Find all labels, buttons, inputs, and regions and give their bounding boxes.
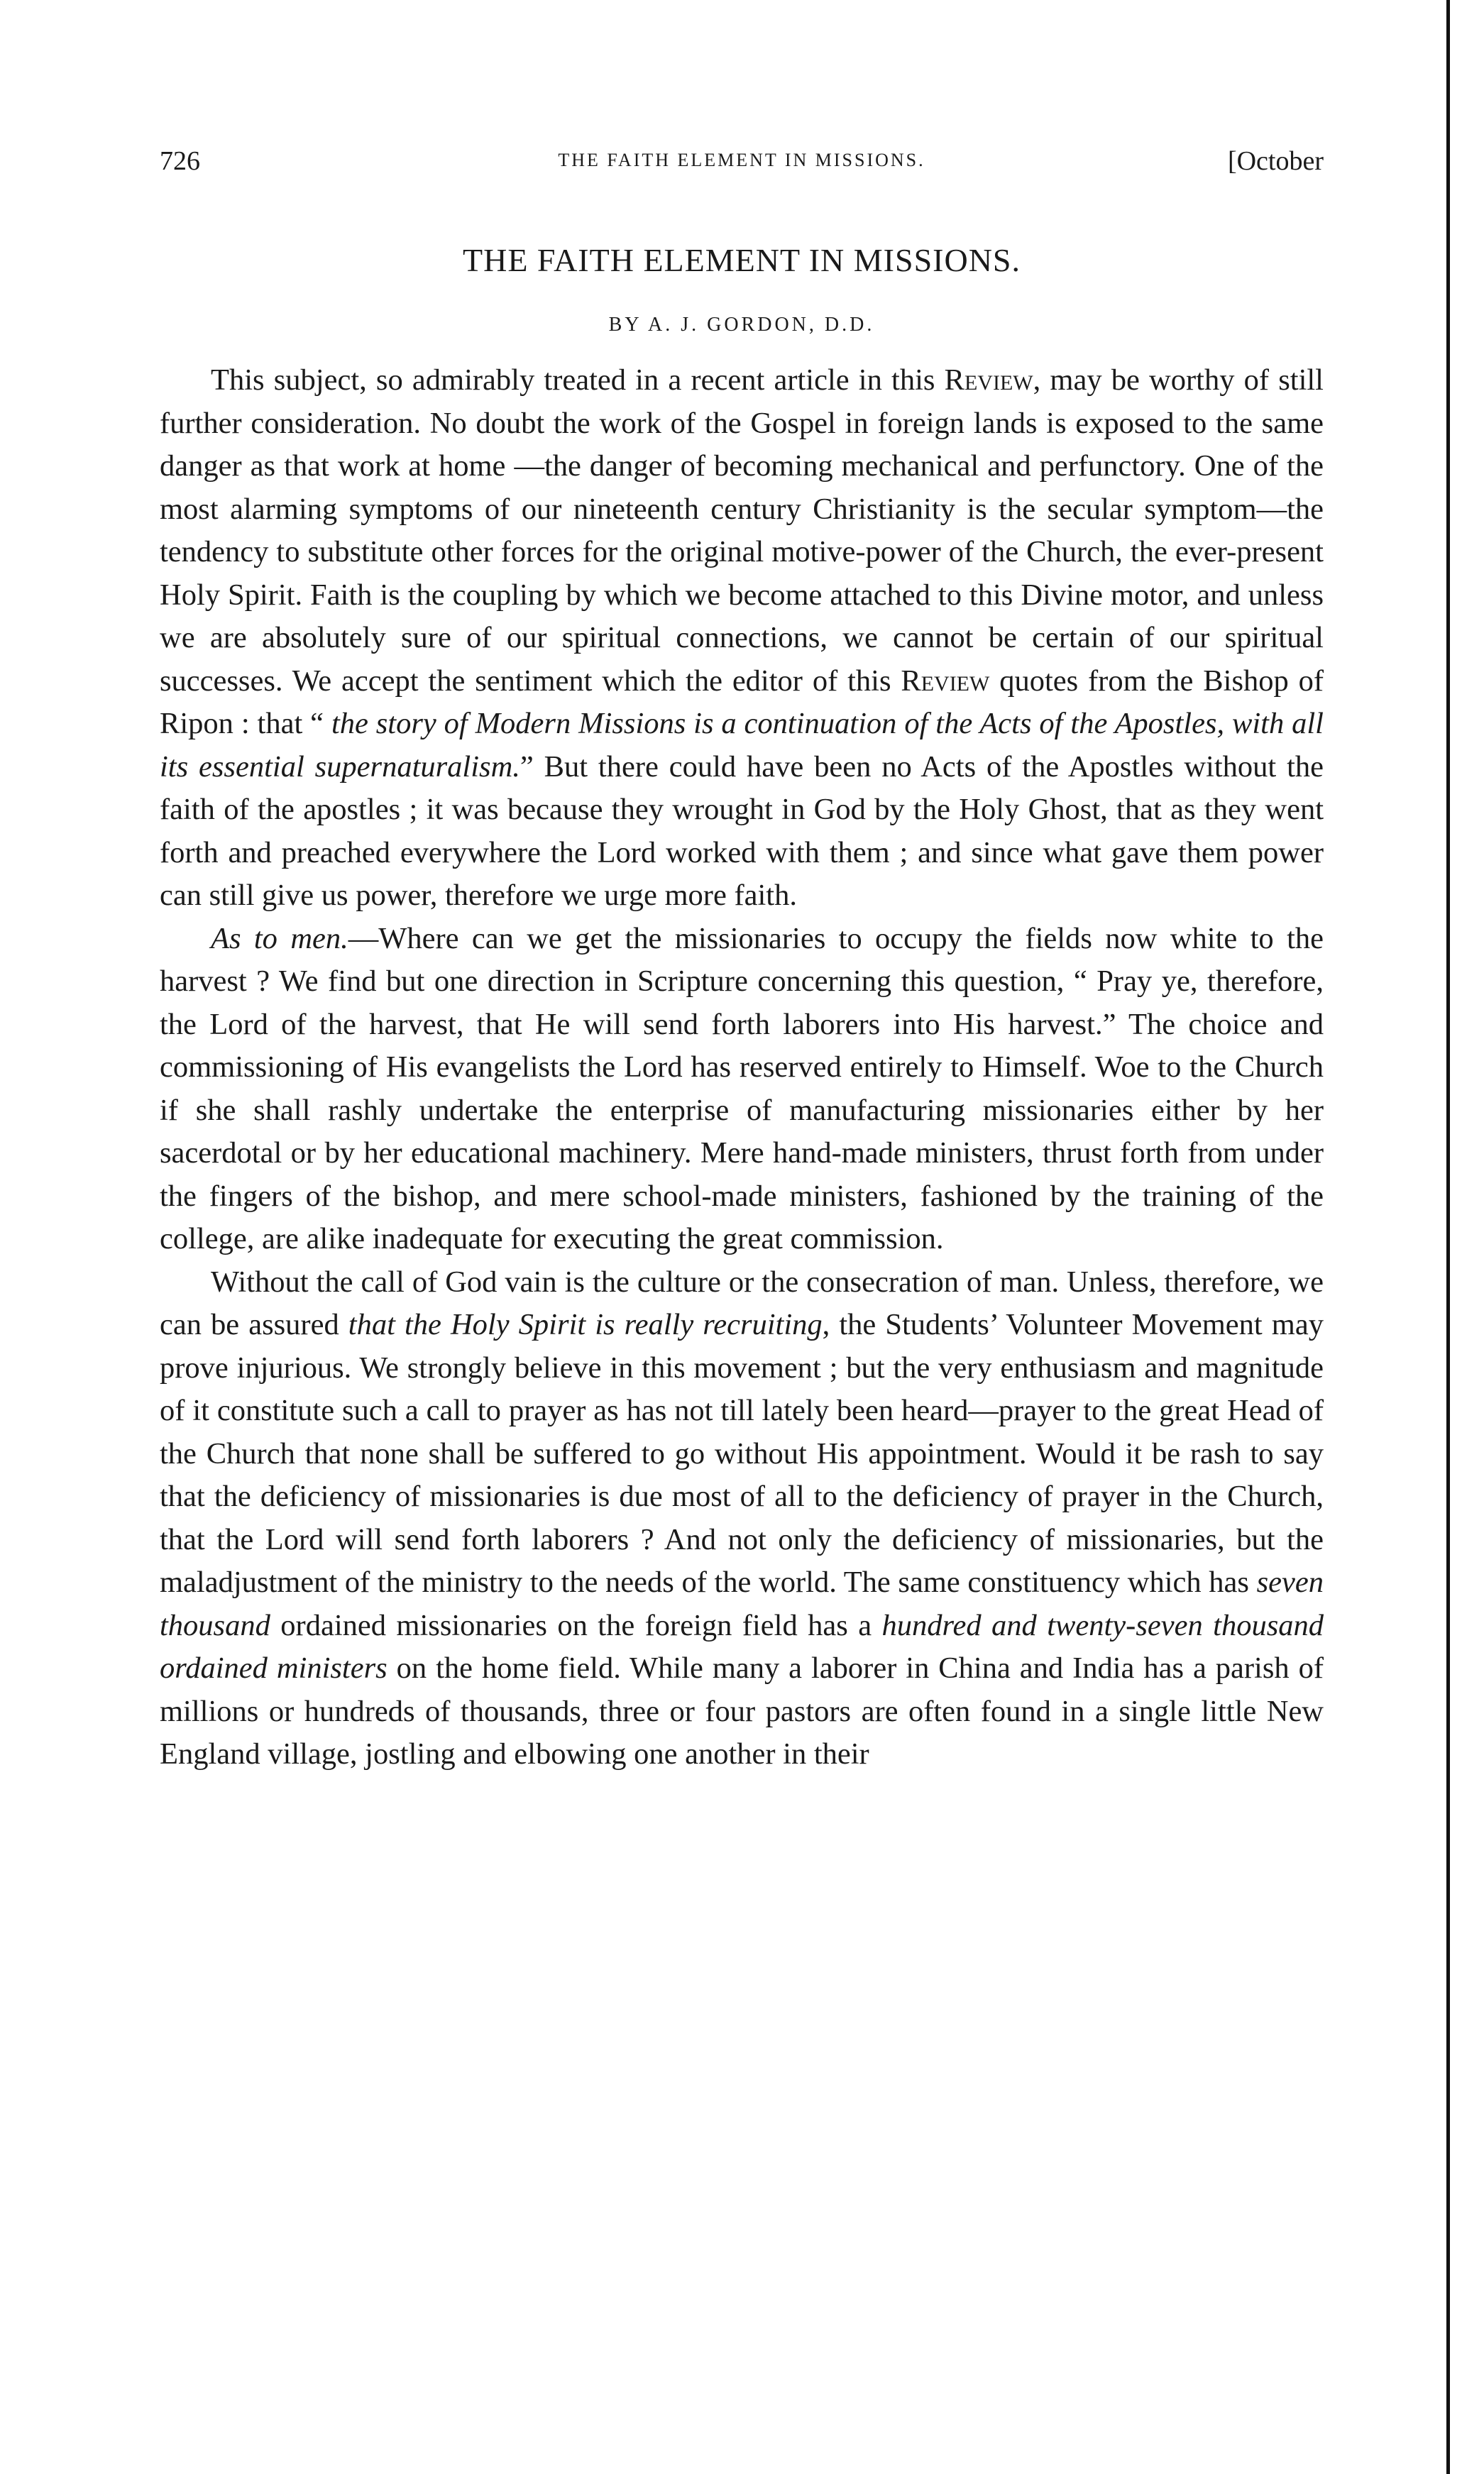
text-run: ordained missionaries on the foreign field has a	[270, 1608, 882, 1642]
running-title: THE FAITH ELEMENT IN MISSIONS.	[558, 150, 925, 170]
text-run: Without the call of God vain is the culture or the consecration of man. Unless, therefore, we can be assured	[160, 1265, 1324, 1341]
page-edge-rule	[1446, 0, 1450, 2474]
small-caps-run: Review	[944, 363, 1033, 397]
article-body	[160, 359, 1324, 1776]
paragraph-as-to-men	[160, 918, 1324, 1261]
article-byline: BY A. J. GORDON, D.D.	[608, 314, 875, 336]
text-run: , may be worthy of still further consideration. No doubt the work of the Gospel in foreign lands is exposed to the same danger as that work at home —the danger of becoming mechanical and perfunctory. One of the most alarming symptoms of our nineteenth century Christianity is the secular symptom—the tendency to substitute other forces for the original motive-power of the Church, the ever-present Holy Spirit. Faith is the coupling by which we become attached to this Divine motor, and unless we are absolutely sure of our spiritual connections, we cannot be certain of our spiritual successes. We accept the sentiment which the editor of this	[160, 363, 1324, 698]
small-caps-run: Review	[901, 664, 990, 698]
text-run: This subject, so admirably treated in a recent article in this	[211, 363, 945, 397]
text-run: ” But there could have been no Acts of the Apostles without the faith of the apostles ; it was because they wrought in God by the Holy Ghost, that as they went forth and preached everywhere the Lord worked with them ; and since what gave them power can still give us power, therefore we urge more faith.	[160, 749, 1324, 912]
paragraph-call-of-god	[160, 1261, 1324, 1776]
text-run: , the Students’ Volunteer Movement may prove injurious. We strongly believe in this movement ; but the very enthusiasm and magnitude of it constitute such a call to prayer as has not till lately been heard—prayer to the great Head of the Church that none shall be suffered to go without His appointment. Would it be rash to say that the deficiency of missionaries is due most of all to the deficiency of prayer in the Church, that the Lord will send forth laborers ? And not only the deficiency of missionaries, but the maladjustment of the ministry to the needs of the world. The same constituency which has	[160, 1308, 1324, 1599]
italic-run: seven thousand	[160, 1566, 1324, 1642]
paragraph-intro	[160, 359, 1324, 918]
text-run: on the home field. While many a laborer in China and India has a parish of millions or hundreds of thousands, three or four pastors are often found in a single little New England village, jostling and elbowing one another in their	[160, 1651, 1324, 1771]
text-run: quotes from the Bishop of Ripon : that “	[160, 664, 1324, 740]
italic-run: that the Holy Spirit is really recruiting	[348, 1308, 823, 1341]
running-head	[160, 145, 1324, 188]
italic-run: the story of Modern Missions is a continuation of the Acts of the Apostles, with all its essential supernaturalism.	[160, 707, 1324, 784]
text-run: —Where can we get the missionaries to occupy the fields now white to the harvest ? We find but one direction in Scripture concerning this question, “ Pray ye, therefore, the Lord of the harvest, that He will send forth laborers into His harvest.” The choice and commissioning of His evangelists the Lord has reserved entirely to Himself. Woe to the Church if she shall rashly undertake the enterprise of manufacturing missionaries either by her sacerdotal or by her educational machinery. Mere hand-made ministers, thrust forth from under the fingers of the bishop, and mere school-made ministers, fashioned by the training of the college, are alike inadequate for executing the great commission.	[160, 921, 1324, 1255]
article-title: THE FAITH ELEMENT IN MISSIONS.	[463, 242, 1021, 278]
page-number: 726	[160, 146, 200, 176]
italic-run: As to men.	[211, 921, 348, 955]
running-month: [October	[1227, 146, 1324, 176]
italic-run: hundred and twenty-seven thousand ordained ministers	[160, 1608, 1324, 1685]
